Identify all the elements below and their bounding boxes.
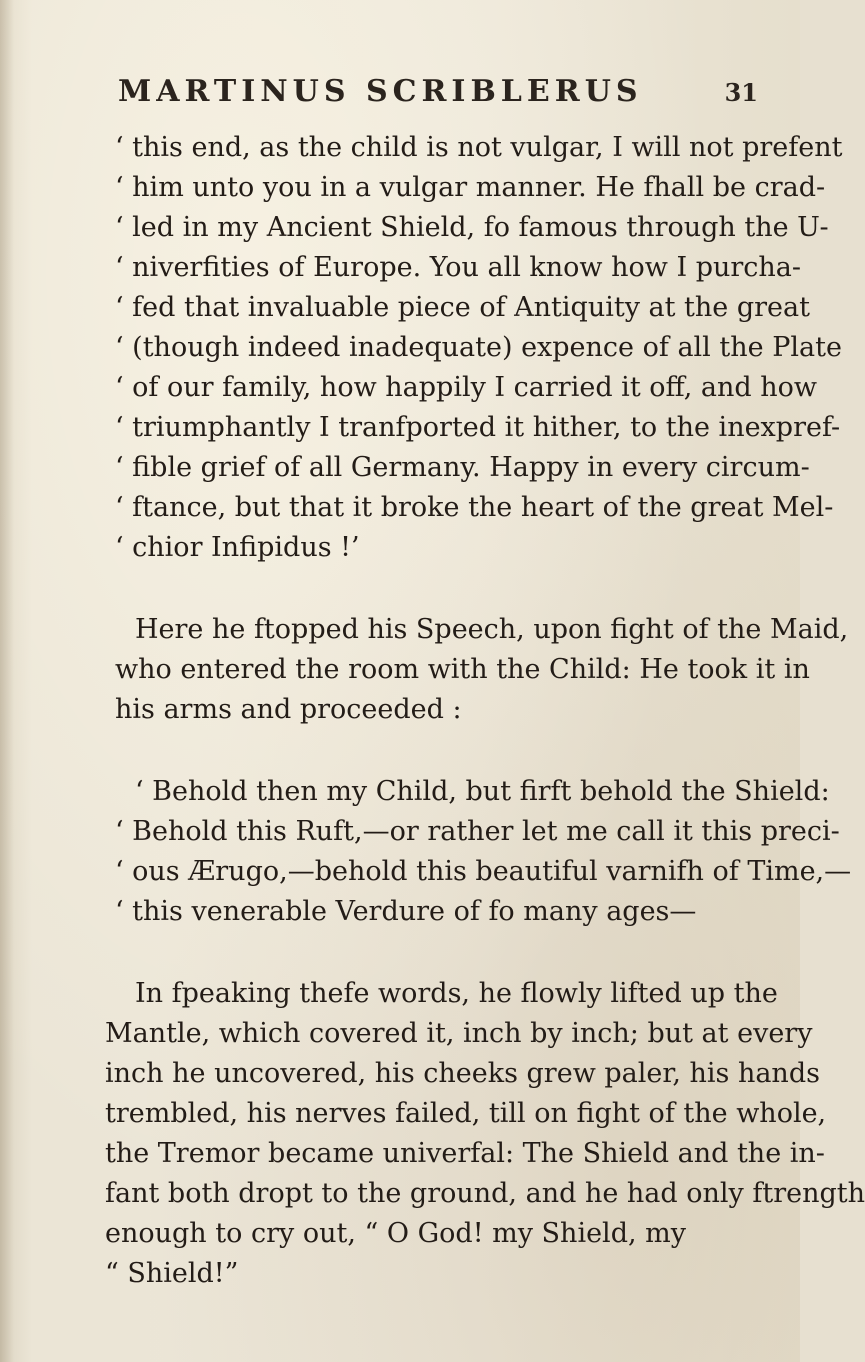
running-title: MARTINUS SCRIBLERUS	[118, 74, 643, 109]
paragraph-gap	[95, 568, 755, 610]
text-line: who entered the room with the Child: He took it in	[115, 654, 810, 685]
paragraph-gap	[95, 932, 755, 974]
text-line: ‘ him unto you in a vulgar manner. He fhall be crad-	[115, 172, 826, 203]
text-line: ‘ fed that invaluable piece of Antiquity at the great	[115, 292, 810, 323]
text-line: ‘ this venerable Verdure of fo many ages—	[115, 896, 697, 927]
page-header	[118, 74, 758, 124]
text-line: his arms and proceeded :	[115, 694, 462, 725]
text-line: ‘ Behold then my Child, but firft behold the Shield:	[135, 776, 830, 807]
text-line: ‘ led in my Ancient Shield, fo famous through the U-	[115, 212, 829, 243]
text-line: the Tremor became univerfal: The Shield and the in-	[105, 1138, 825, 1169]
page-gutter-shadow	[0, 0, 14, 1362]
text-line: Mantle, which covered it, inch by inch; but at every	[105, 1018, 813, 1049]
text-line: ‘ niverfities of Europe. You all know how I purcha-	[115, 252, 802, 283]
text-line: ‘ Behold this Ruft,—or rather let me call it this preci-	[115, 816, 840, 847]
text-line: In fpeaking thefe words, he flowly lifted up the	[135, 978, 778, 1009]
text-line: trembled, his nerves failed, till on fight of the whole,	[105, 1098, 827, 1129]
text-line: ‘ of our family, how happily I carried it off, and how	[115, 372, 817, 403]
text-line: ‘ triumphantly I tranfported it hither, to the inexpref-	[115, 412, 841, 443]
paragraph-gap	[95, 730, 755, 772]
text-line: Here he ftopped his Speech, upon fight of the Maid,	[135, 614, 849, 645]
page-number: 31	[724, 78, 758, 107]
text-line: ‘ this end, as the child is not vulgar, I will not prefent	[115, 132, 843, 163]
text-line: inch he uncovered, his cheeks grew paler, his hands	[105, 1058, 820, 1089]
text-line: ‘ ous Ærugo,—behold this beautiful varnifh of Time,—	[115, 856, 852, 887]
text-line: fant both dropt to the ground, and he had only ftrength	[105, 1178, 865, 1209]
text-line: “ Shield!”	[105, 1258, 239, 1289]
text-line: ‘ ftance, but that it broke the heart of the great Mel-	[115, 492, 834, 523]
text-line: enough to cry out, “ O God! my Shield, my	[105, 1218, 687, 1249]
text-line: ‘ fible grief of all Germany. Happy in every circum-	[115, 452, 810, 483]
text-line: ‘ chior Infipidus !’	[115, 532, 360, 563]
text-line: ‘ (though indeed inadequate) expence of all the Plate	[115, 332, 842, 363]
body-text	[95, 128, 865, 1294]
